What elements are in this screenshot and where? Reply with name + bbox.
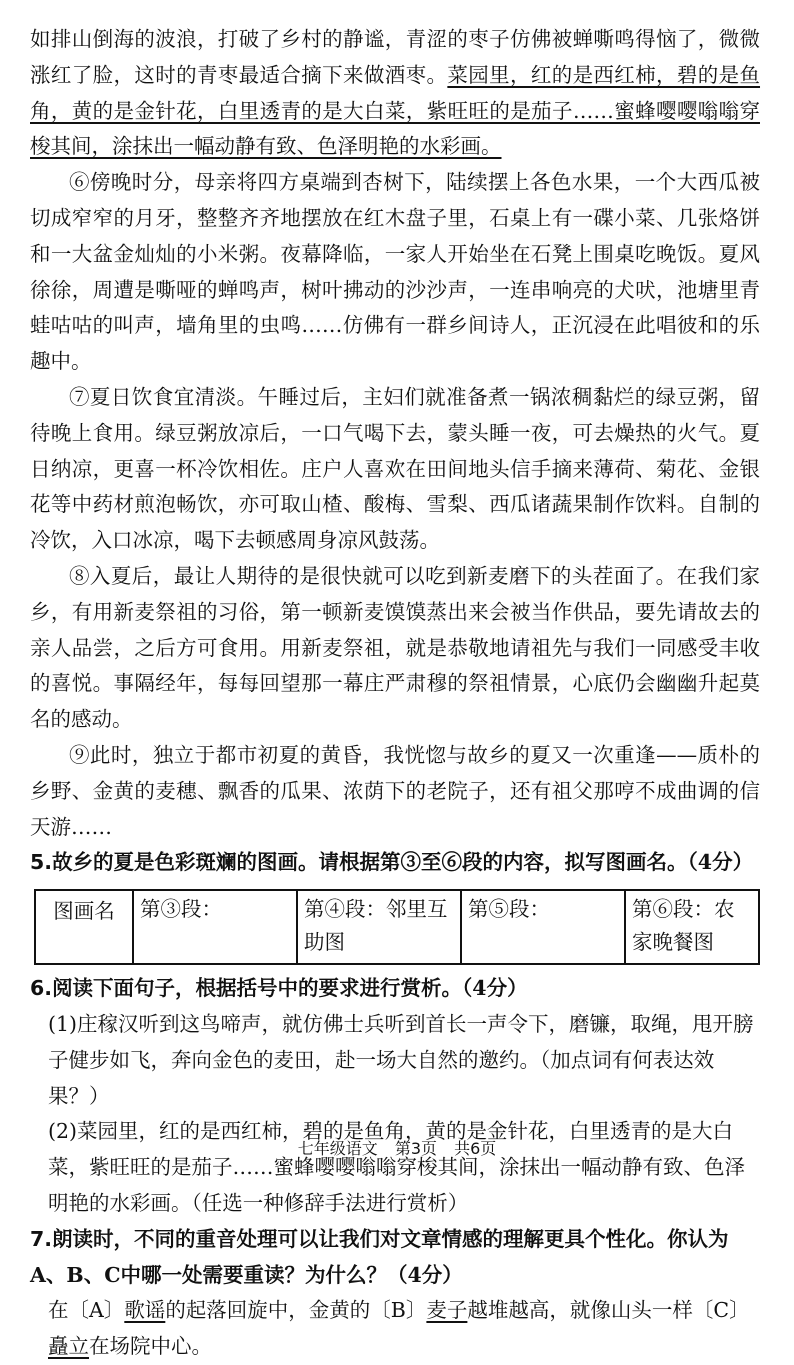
question-7-sentence — [30, 1293, 760, 1365]
table-header-cell: 图画名 — [35, 890, 133, 964]
answer-cell-paragraph-5[interactable]: 第⑤段： — [461, 890, 625, 964]
passage-paragraph-9: ⑨此时，独立于都市初夏的黄昏，我恍惚与故乡的夏又一次重逢——质朴的乡野、金黄的麦穗、飘香的瓜果、浓荫下的老院子，还有祖父那哼不成曲调的信天游…… — [30, 742, 760, 839]
footer-subject: 七年级语文 — [297, 1139, 378, 1158]
answer-cell-paragraph-4: 第④段：邻里互助图 — [297, 890, 461, 964]
question-number: 5. — [30, 850, 53, 875]
question-6-item-1: (1)庄稼汉听到这鸟啼声，就仿佛士兵听到首长一声令下，磨镰，取绳，甩开膀子健步如飞，奔向金色的麦田，赴一场大自然的邀约。（加点词有何表达效果？） — [48, 1011, 754, 1108]
page-footer — [0, 1136, 794, 1159]
question-text: 阅读下面句子，根据括号中的要求进行赏析。（4分） — [52, 976, 528, 1001]
question-text: 朗读时，不同的重音处理可以让我们对文章情感的理解更具个性化。你认为A、B、C中哪一处需要重读？为什么？（4分） — [30, 1226, 729, 1287]
stress-option-b: 麦子 — [426, 1298, 468, 1323]
picture-name-table — [34, 889, 760, 965]
question-6-item-2: (2)菜园里，红的是西红柿，碧的是鱼角，黄的是金针花，白里透青的是大白菜，紫旺旺的是茄子……蜜蜂嘤嘤嗡嗡穿梭其间，涂抹出一幅动静有致、色泽明艳的水彩画。（任选一种修辞手法进行赏析） — [48, 1119, 745, 1215]
passage-paragraph-5-continued — [30, 22, 760, 165]
question-text: 故乡的夏是色彩斑斓的图画。请根据第③至⑥段的内容，拟写图画名。（4分） — [52, 850, 754, 875]
question-number: 6. — [30, 976, 53, 1001]
question-5 — [30, 845, 760, 881]
stress-option-c: 矗立 — [48, 1334, 89, 1359]
sentence-part: 越堆越高，就像山头一样〔C〕 — [467, 1298, 750, 1323]
answer-cell-paragraph-6: 第⑥段：农家晚餐图 — [625, 890, 759, 964]
footer-page-number: 第3页 — [394, 1139, 437, 1158]
question-number: 7. — [30, 1226, 53, 1251]
question-6 — [30, 971, 760, 1007]
footer-total-pages: 共6页 — [454, 1139, 497, 1158]
passage-paragraph-8: ⑧入夏后，最让人期待的是很快就可以吃到新麦磨下的头茬面了。在我们家乡，有用新麦祭祖的习俗，第一顿新麦馍馍蒸出来会被当作供品，要先请故去的亲人品尝，之后方可食用。用新麦祭祖，就是恭敬地请祖先与我们一同感受丰收的喜悦。事隔经年，每每回望那一幕庄严肃穆的祭祖情景，心底仍会幽幽升起莫名的感动。 — [30, 563, 760, 732]
paragraph-text: 如排山倒海的波浪，打破了乡村的静谧，青涩的枣子仿佛被蝉嘶鸣得恼了，微微涨红了脸，这时的青枣最适合摘下来做酒枣。 — [30, 27, 760, 87]
answer-cell-paragraph-3[interactable]: 第③段： — [133, 890, 297, 964]
sentence-part: 在〔A〕 — [48, 1298, 125, 1323]
underlined-sentence: 菜园里，红的是西红柿，碧的是鱼角，黄的是金针花，白里透青的是大白菜，紫旺旺的是茄子……蜜蜂嘤嘤嗡嗡穿梭其间，涂抹出一幅动静有致、色泽明艳的水彩画。 — [30, 62, 761, 159]
stress-option-a: 歌谣 — [124, 1298, 166, 1323]
question-7 — [30, 1222, 760, 1294]
sentence-part: 在场院中心。 — [89, 1334, 212, 1359]
passage-paragraph-7: ⑦夏日饮食宜清淡。午睡过后，主妇们就准备煮一锅浓稠黏烂的绿豆粥，留待晚上食用。绿豆粥放凉后，一口气喝下去，蒙头睡一夜，可去燥热的火气。夏日纳凉，更喜一杯冷饮相佐。庄户人喜欢在田间地头信手摘来薄荷、菊花、金银花等中药材煎泡畅饮，亦可取山楂、酸梅、雪梨、西瓜诸蔬果制作饮料。自制的冷饮，入口冰凉，喝下去顿感周身凉风鼓荡。 — [30, 384, 760, 553]
passage-paragraph-6: ⑥傍晚时分，母亲将四方桌端到杏树下，陆续摆上各色水果，一个大西瓜被切成窄窄的月牙，整整齐齐地摆放在红木盘子里，石桌上有一碟小菜、几张烙饼和一大盆金灿灿的小米粥。夜幕降临，一家人开始坐在石凳上围桌吃晚饭。夏风徐徐，周遭是嘶哑的蝉鸣声，树叶拂动的沙沙声，一连串响亮的犬吠，池塘里青蛙咕咕的叫声，墙角里的虫鸣……仿佛有一群乡间诗人，正沉浸在此唱彼和的乐趣中。 — [30, 170, 760, 374]
sentence-part: 的起落回旋中，金黄的〔B〕 — [165, 1298, 427, 1323]
